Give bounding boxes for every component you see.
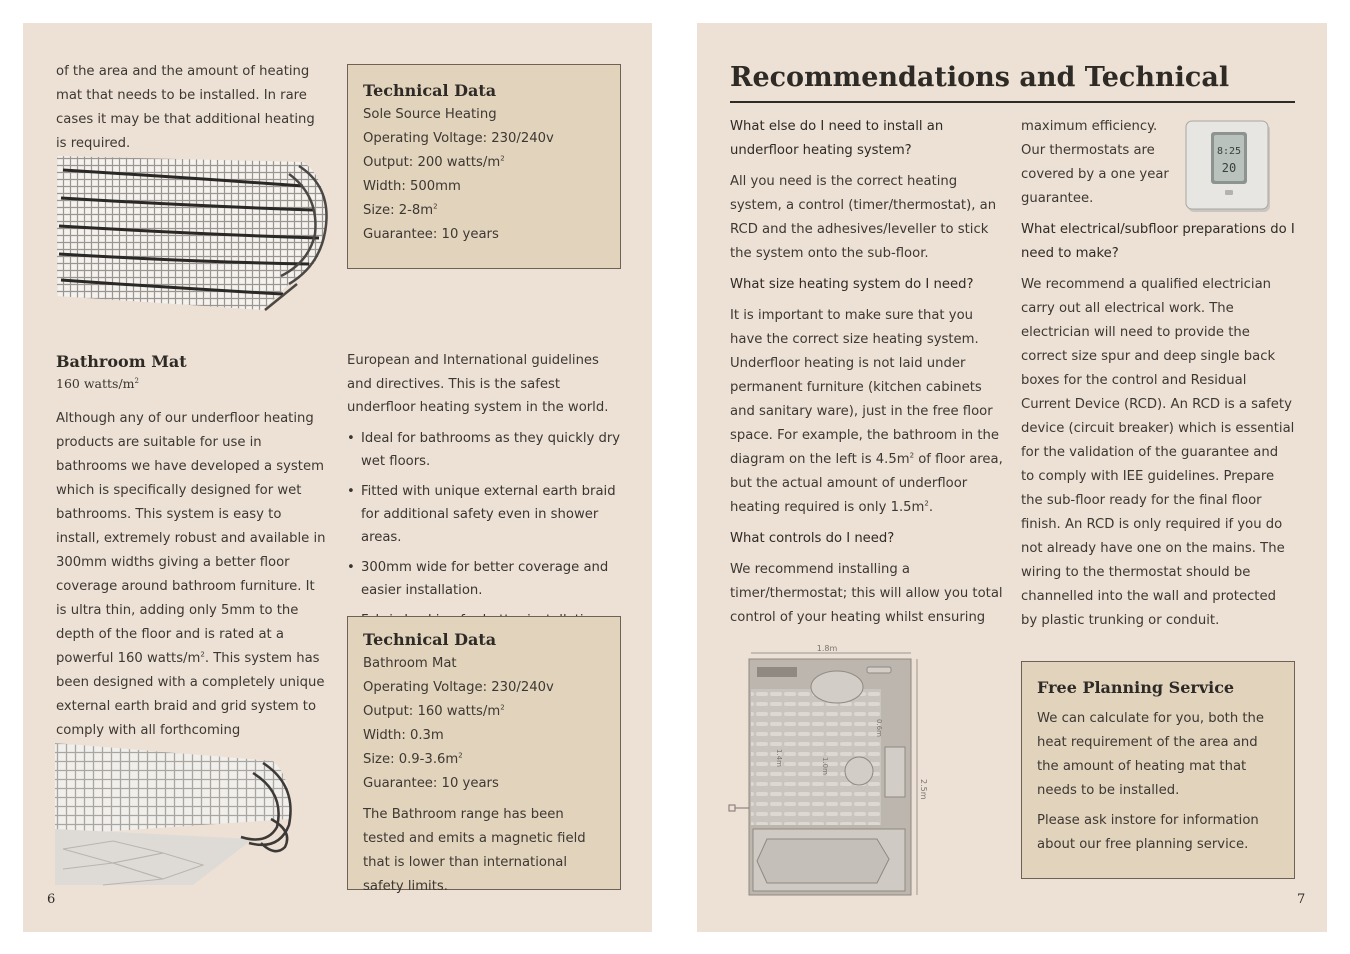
- right-page: [697, 23, 1327, 932]
- thermostat-time: 8:25: [1216, 146, 1242, 157]
- continued-text: European and International guidelines and directives. This is the safest underfloor heating system in the world.: [347, 353, 609, 415]
- answer-3: We recommend installing a timer/thermostat; this will allow you total control of your heating whilst ensuring: [730, 562, 1003, 625]
- tech-data-heading: Technical Data: [363, 81, 497, 100]
- page-number: 6: [47, 892, 56, 907]
- answer-1: All you need is the correct heating system, a control (timer/thermostat), an RCD and the adhesives/leveller to stick the system onto the sub-floor.: [730, 174, 997, 261]
- bathroom-mat-body: Although any of our underfloor heating products are suitable for use in bathrooms we have developed a system which is specifically designed for wet bathrooms. This system is easy to install, extremely robust and available in 300mm widths giving a better floor coverage around bathroom furniture. It is ultra thin, adding only 5mm to the depth of the floor and is rated at a powerful 160 watts/$m^2$. This system has been designed with a completely unique external earth braid and grid system to comply with all forthcoming: [56, 411, 326, 738]
- bathroom-mat-heading: Bathroom Mat: [56, 352, 187, 371]
- bullet-item: • 300mm wide for better coverage and easier installation.: [347, 556, 625, 602]
- guarantee-line: Guarantee: 10 years: [363, 227, 499, 242]
- tech-data-heading: Technical Data: [363, 630, 497, 649]
- answer-4: We recommend a qualified electrician carry out all electrical work. The electrician will need to provide the correct size spur and deep single back boxes for the control and Residual Current Device (RCD). An RCD is a safety device (circuit breaker) which is essential for the validation of the guarantee and to comply with IEE guidelines. Prepare the sub-floor ready for the final floor finish. An RCD is only required if you do not already have one on the mains. The wiring to the thermostat should be channelled into the wall and protected by plastic trunking or conduit.: [1021, 277, 1295, 628]
- bathroom-floor-diagram: [727, 639, 927, 899]
- product-name: Sole Source Heating: [363, 107, 497, 122]
- thermostat-image: [1185, 120, 1275, 216]
- bathroom-mat-rating: 160 watts/$m^2$: [56, 376, 139, 391]
- output-line: Output: 160 watts/$m^2$: [363, 703, 505, 719]
- width-line: Width: 500mm: [363, 179, 461, 194]
- diagram-height-label: 2.5m: [919, 779, 928, 800]
- tech-data-box-sole-source: [347, 64, 621, 269]
- bullet-item: • Fitted with unique external earth braid for additional safety even in shower areas.: [347, 480, 625, 549]
- question-3: What controls do I need?: [730, 531, 895, 546]
- page-number: 7: [1297, 892, 1306, 907]
- size-line: Size: $0.9-3.6m^2$: [363, 751, 463, 767]
- product-name: Bathroom Mat: [363, 656, 457, 671]
- feature-bullet-list: [347, 427, 625, 639]
- tech-data-box-bathroom-mat: [347, 616, 621, 894]
- planning-text-2: Please ask instore for information about our free planning service.: [1037, 813, 1259, 852]
- voltage-line: Operating Voltage: 230/240v: [363, 131, 554, 146]
- bullet-item: • Ideal for bathrooms as they quickly dry wet floors.: [347, 427, 625, 473]
- diagram-label-c: 1.0m: [821, 757, 829, 775]
- bathroom-mat-roll-image: [53, 739, 293, 885]
- diagram-label-b: 1.4m: [775, 749, 783, 767]
- thermostat-temp: 20: [1221, 161, 1237, 175]
- question-1: What else do I need to install an underfloor heating system?: [730, 119, 944, 158]
- safety-note: The Bathroom range has been tested and emits a magnetic field that is lower than international safety limits.: [363, 807, 586, 894]
- diagram-width-label: 1.8m: [816, 644, 838, 653]
- heating-mat-roll-image: [53, 148, 331, 318]
- answer-2: It is important to make sure that you have the correct size heating system. Underfloor heating is not laid under permanent furniture (kitchen cabinets and sanitary ware), just in the free floor space. For example, the bathroom in the diagram on the left is $4.5m^2$ of floor area, but the actual amount of underfloor heating required is only $1.5m^2$.: [730, 308, 1003, 515]
- guarantee-line: Guarantee: 10 years: [363, 776, 499, 791]
- free-planning-box: [1021, 661, 1295, 879]
- question-2: What size heating system do I need?: [730, 277, 974, 292]
- output-line: Output: 200 watts/$m^2$: [363, 154, 505, 170]
- page-title: Recommendations and Technical: [730, 62, 1230, 93]
- planning-heading: Free Planning Service: [1037, 678, 1235, 697]
- diagram-label-a: 0.6m: [875, 719, 883, 737]
- intro-text: of the area and the amount of heating mat that needs to be installed. In rare cases it may be that additional heating is required.: [56, 64, 315, 151]
- width-line: Width: 0.3m: [363, 728, 444, 743]
- thermostat-text: maximum efficiency. Our thermostats are covered by a one year guarantee.: [1021, 119, 1169, 206]
- faq-column-1: [730, 115, 1004, 630]
- size-line: Size: $2-8m^2$: [363, 202, 438, 218]
- voltage-line: Operating Voltage: 230/240v: [363, 680, 554, 695]
- planning-text-1: We can calculate for you, both the heat requirement of the area and the amount of heating mat that needs to be installed.: [1037, 711, 1265, 798]
- title-rule: [730, 101, 1295, 103]
- question-4: What electrical/subfloor preparations do I need to make?: [1021, 222, 1295, 261]
- bathroom-mat-section: [56, 350, 328, 743]
- left-page: [23, 23, 652, 932]
- faq-column-2: [1021, 218, 1295, 633]
